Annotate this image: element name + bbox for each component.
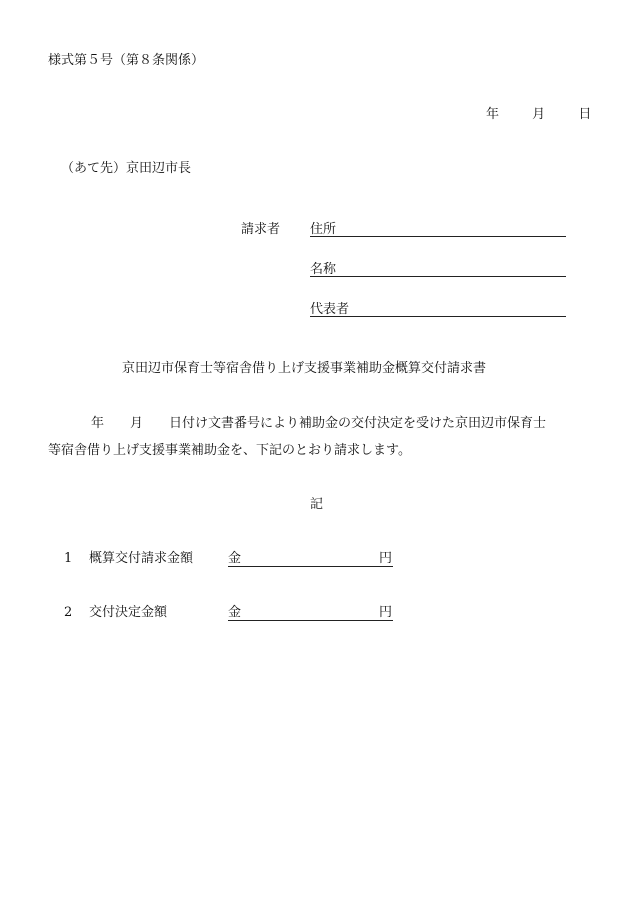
address-label: 住所 <box>310 222 337 237</box>
addressee: （あて先）京田辺市長 <box>61 161 192 176</box>
name-label: 名称 <box>310 262 337 277</box>
date-year: 年 <box>486 107 500 122</box>
document-title: 京田辺市保育士等宿舎借り上げ支援事業補助金概算交付請求書 <box>122 361 487 376</box>
address-field <box>310 236 566 237</box>
item-label: 交付決定金額 <box>89 605 168 620</box>
item-label: 概算交付請求金額 <box>89 551 194 566</box>
item-suffix: 円 <box>379 551 393 566</box>
amount-field <box>228 566 393 567</box>
requester-label: 請求者 <box>241 222 281 237</box>
date-month: 月 <box>532 107 546 122</box>
ki-heading: 記 <box>310 497 324 512</box>
item-number: 2 <box>64 605 73 620</box>
date-day: 日 <box>578 107 592 122</box>
amount-field <box>228 620 393 621</box>
form-number: 様式第５号（第８条関係） <box>48 53 205 68</box>
date-line <box>486 108 591 121</box>
name-field <box>310 276 566 277</box>
representative-field <box>310 316 566 317</box>
item-suffix: 円 <box>379 605 393 620</box>
item-prefix: 金 <box>228 551 242 566</box>
representative-label: 代表者 <box>310 302 350 317</box>
body-line-1: 年 月 日付け文書番号により補助金の交付決定を受けた京田辺市保育士 <box>91 416 547 431</box>
body-line-2: 等宿舎借り上げ支援事業補助金を、下記のとおり請求します。 <box>48 443 411 458</box>
item-prefix: 金 <box>228 605 242 620</box>
item-number: 1 <box>64 551 73 566</box>
